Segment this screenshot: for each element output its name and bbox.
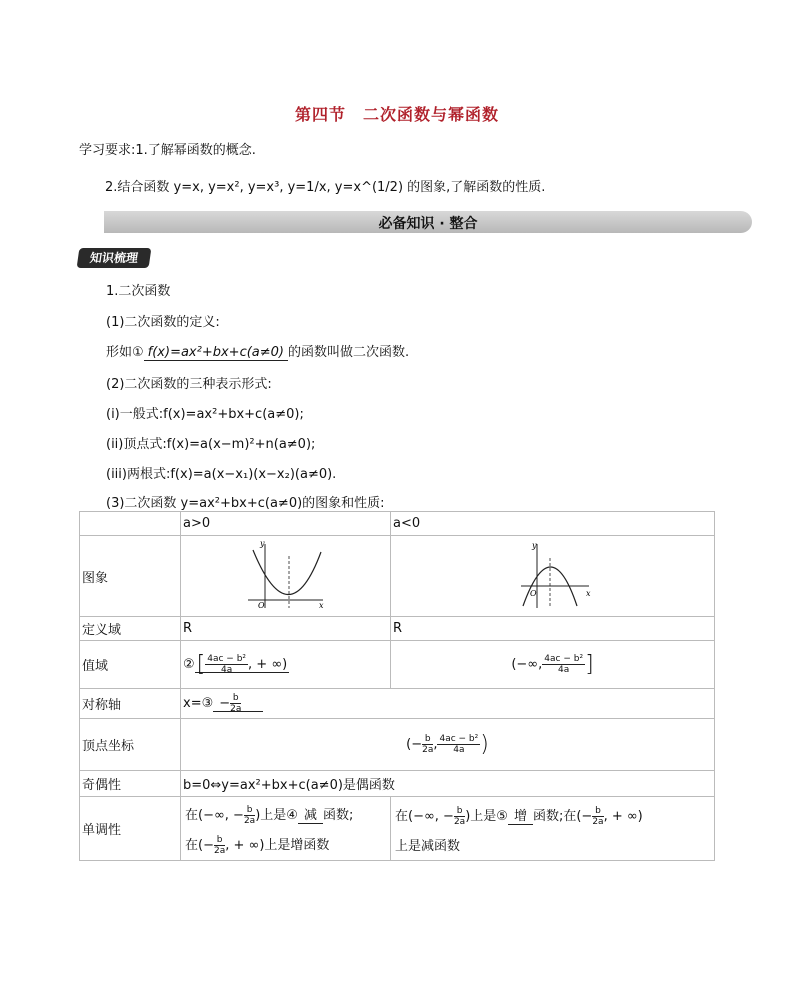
domain-negative: R [391,617,715,641]
parity-value: b=0⇔y=ax²+bx+c(a≠0)是偶函数 [181,771,715,797]
upward-parabola-graph [183,538,383,610]
mono-negative [391,797,715,861]
row-label-graph: 图象 [80,536,181,617]
graph-heading: (3)二次函数 y=ax²+bx+c(a≠0)的图象和性质: [106,496,385,511]
requirement-line-1: 学习要求:1.了解幂函数的概念. [79,143,256,158]
form-roots: (iii)两根式:f(x)=a(x−x₁)(x−x₂)(a≠0). [106,467,337,482]
header-a-positive: a>0 [181,512,391,536]
x-axis-label: x [319,601,324,610]
table-row-monotonicity [80,797,715,861]
table-header-row [80,512,715,536]
mono-positive-line-1: 在(−∞, − $\frac{b}{2a}$ )上是④ 减 函数; [185,804,354,826]
graph-cell-negative [391,536,715,617]
y-axis-label: y [532,541,537,550]
origin-label: O [258,601,265,610]
downward-parabola-graph [393,538,693,610]
table-row-domain [80,617,715,641]
origin-label: O [530,589,537,598]
range-answer-marker: ② [183,657,195,672]
range-fraction: $\frac{\text{4ac − b²}}{4a}$ [544,654,584,675]
mono-answer-5: 增 [508,809,533,825]
row-label-vertex: 顶点坐标 [80,719,181,771]
form-vertex: (ii)顶点式:f(x)=a(x−m)²+n(a≠0); [106,437,316,452]
mono-negative-line-1: 在(−∞, − $\frac{b}{2a}$ )上是⑤ 增 函数;在(− $\frac{b}{2a}$ , + ∞) [395,806,643,827]
domain-positive: R [181,617,391,641]
form-general: (i)一般式:f(x)=ax²+bx+c(a≠0); [106,407,304,422]
header-empty-cell [80,512,181,536]
mono-negative-line-2: 上是减函数 [395,839,461,854]
range-fraction: $\frac{\text{4ac − b²}}{4a}$ [207,654,247,675]
axis-value: x=③ − $\frac{b}{2a}$ [181,689,715,719]
vertex-fraction-x: $\frac{b}{2a}$ [422,734,434,755]
section-banner [104,211,752,233]
forms-heading: (2)二次函数的三种表示形式: [106,377,272,392]
range-negative: (−∞, $\frac{\text{4ac − b²}}{4a}$ ] [391,641,715,689]
properties-table [79,511,715,861]
table-row-axis [80,689,715,719]
vertex-value: (− $\frac{b}{2a}$ , $\frac{\text{4ac − b²}}{4a}$ ) [181,719,715,771]
definition-heading: (1)二次函数的定义: [106,315,220,330]
definition-suffix: 的函数叫做二次函数. [288,345,410,360]
axis-answer: − $\frac{b}{2a}$ [213,696,263,712]
row-label-domain: 定义域 [80,617,181,641]
table-row-graph [80,536,715,617]
vertex-fraction-y: $\frac{\text{4ac − b²}}{4a}$ [439,734,479,755]
x-axis-label: x [586,589,591,598]
parabola-curve [253,550,321,595]
page-title: 第四节 二次函数与幂函数 [294,105,499,124]
table-row-range [80,641,715,689]
row-label-parity: 奇偶性 [80,771,181,797]
mono-positive-line-2: 在(− $\frac{b}{2a}$ , + ∞)上是增函数 [185,834,330,856]
definition-prefix: 形如① [106,345,144,360]
row-label-axis: 对称轴 [80,689,181,719]
banner-label: 必备知识 · 整合 [378,216,478,232]
table-row-parity [80,771,715,797]
header-a-negative: a<0 [391,512,715,536]
row-label-range: 值域 [80,641,181,689]
requirement-line-2: 2.结合函数 y=x, y=x², y=x³, y=1/x, y=x^(1/2) 的图象,了解函数的性质. [105,180,546,195]
axis-fraction: $\frac{b}{2a}$ [230,693,242,714]
definition-line [106,341,409,361]
graph-cell-positive [181,536,391,617]
definition-answer: f(x)=ax²+bx+c(a≠0) [144,345,288,361]
mono-positive [181,797,391,861]
range-positive [181,641,391,689]
table-row-vertex [80,719,715,771]
y-axis-label: y [260,539,265,548]
row-label-monotonicity: 单调性 [80,797,181,861]
knowledge-badge: 知识梳理 [77,248,152,268]
section-heading: 1.二次函数 [106,284,171,299]
range-positive-answer: [ $\frac{\text{4ac − b²}}{4a}$ , + ∞) [196,652,288,677]
mono-answer-4: 减 [298,808,323,824]
